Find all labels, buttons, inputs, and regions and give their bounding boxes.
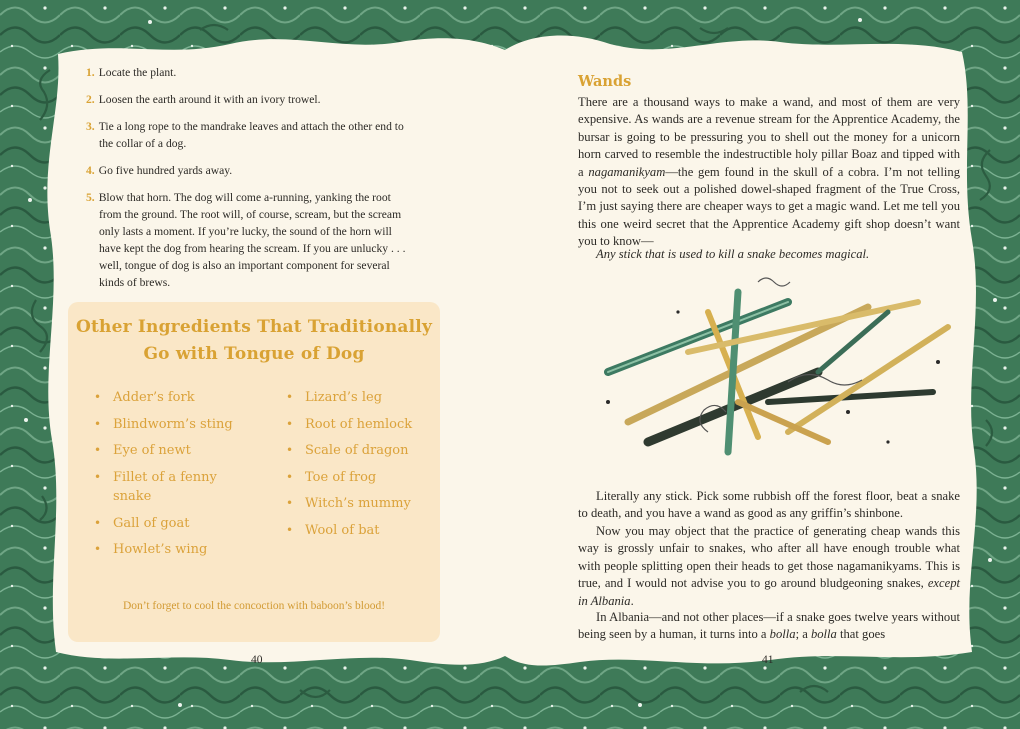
bullet-icon: •: [94, 515, 102, 530]
panel-title: [68, 314, 440, 368]
step-item: [86, 91, 416, 108]
ingredient-item: • Witch’s mummy: [286, 494, 436, 514]
bullet-icon: •: [94, 416, 102, 431]
step-number: 5.: [86, 191, 95, 204]
ingredient-item: • Root of hemlock: [286, 415, 436, 435]
ingredient-item: • Blindworm’s sting: [94, 415, 254, 435]
ingredient-item: • Lizard’s leg: [286, 388, 436, 408]
bullet-icon: •: [286, 496, 294, 510]
bullet-icon: •: [286, 390, 294, 404]
panel-note: Don’t forget to cool the concoction with baboon’s blood!: [122, 600, 386, 612]
step-number: 2.: [86, 93, 95, 106]
page-number-left: 40: [251, 654, 263, 666]
step-number: 4.: [86, 164, 95, 177]
section-heading: Wands: [578, 73, 632, 90]
step-text: Loosen the earth around it with an ivory trowel.: [98, 93, 321, 106]
ingredient-item: • Adder’s fork: [94, 388, 254, 408]
bullet-icon: •: [94, 469, 102, 484]
wands-illustration: [588, 272, 968, 472]
right-page: [510, 0, 1020, 729]
ingredient-item: • Scale of dragon: [286, 441, 436, 461]
ingredient-item: • Gall of goat: [94, 514, 254, 534]
page-number-right: 41: [762, 654, 774, 666]
step-text: Tie a long rope to the mandrake leaves and attach the other end to the collar of a dog.: [98, 120, 404, 150]
step-text: Blow that horn. The dog will come a-running, yanking the root from the ground. The root will, of course, scream, but the scream only lasts a moment. If you’re lucky, the sound of the horn will have kept the dog from hearing the scream. If you are unlucky . . . well, tongue of dog is also an important component for several kinds of brews.: [98, 191, 406, 289]
bullet-icon: •: [94, 443, 102, 457]
paragraph-3: Now you may object that the practice of generating cheap wands this way is grossly unfair to snakes, who after all have enough trouble what with people splitting open their heads to get those nagamanikyams. This is true, and I would not advise you to go around bludgeoning snakes, except in Albania.: [578, 524, 960, 608]
step-number: 3.: [86, 120, 95, 133]
ingredient-item: • Wool of bat: [286, 521, 436, 541]
ingredients-column-1: [94, 388, 254, 567]
bullet-icon: •: [94, 390, 102, 404]
step-text: Locate the plant.: [98, 66, 177, 79]
paragraph-1: There are a thousand ways to make a wand, and most of them are very expensive. As wands are a revenue stream for the Apprentice Academy, the bursar is going to be pressuring you to shell out the money for a unicorn horn carved to resemble the indestructible holy pillar Boaz and tipped with a nagamanikyam—the gem found in the skull of a cobra. I’m not telling you not to seek out a polished dowel-shaped fragment of the True Cross, I’m just saying there are cheaper ways to get a magic wand. Let me tell you this one weird secret that the Apprentice Academy gift shop doesn’t want you to know—: [578, 95, 960, 249]
ingredient-item: • Eye of newt: [94, 441, 254, 461]
bullet-icon: •: [286, 443, 294, 457]
italic-quote: Any stick that is used to kill a snake becomes magical.: [596, 247, 870, 261]
step-item: [86, 64, 416, 81]
paragraph-4: In Albania—and not other places—if a snake goes twelve years without being seen by a human, it turns into a bolla; a bolla that goes: [578, 610, 960, 642]
panel-title-line2: Go with Tongue of Dog: [143, 344, 365, 364]
step-item: [86, 118, 416, 152]
step-number: 1.: [86, 66, 95, 79]
ingredients-panel: [68, 302, 440, 642]
step-item: [86, 189, 416, 291]
panel-title-line1: Other Ingredients That Traditionally: [75, 317, 433, 337]
bullet-icon: •: [286, 522, 294, 537]
bullet-icon: •: [94, 542, 102, 556]
ingredient-item: • Toe of frog: [286, 468, 436, 488]
bullet-icon: •: [286, 416, 294, 431]
bullet-icon: •: [286, 469, 294, 484]
mandrake-steps-list: [86, 64, 416, 301]
ingredient-item: • Howlet’s wing: [94, 540, 254, 560]
ingredient-item: • Fillet of a fenny snake: [94, 469, 217, 504]
paragraph-2: Literally any stick. Pick some rubbish off the forest floor, beat a snake to death, and you have a wand as good as any griffin’s shinbone.: [578, 489, 960, 521]
step-text: Go five hundred yards away.: [98, 164, 233, 177]
ingredients-column-2: [286, 388, 436, 547]
step-item: [86, 162, 416, 179]
